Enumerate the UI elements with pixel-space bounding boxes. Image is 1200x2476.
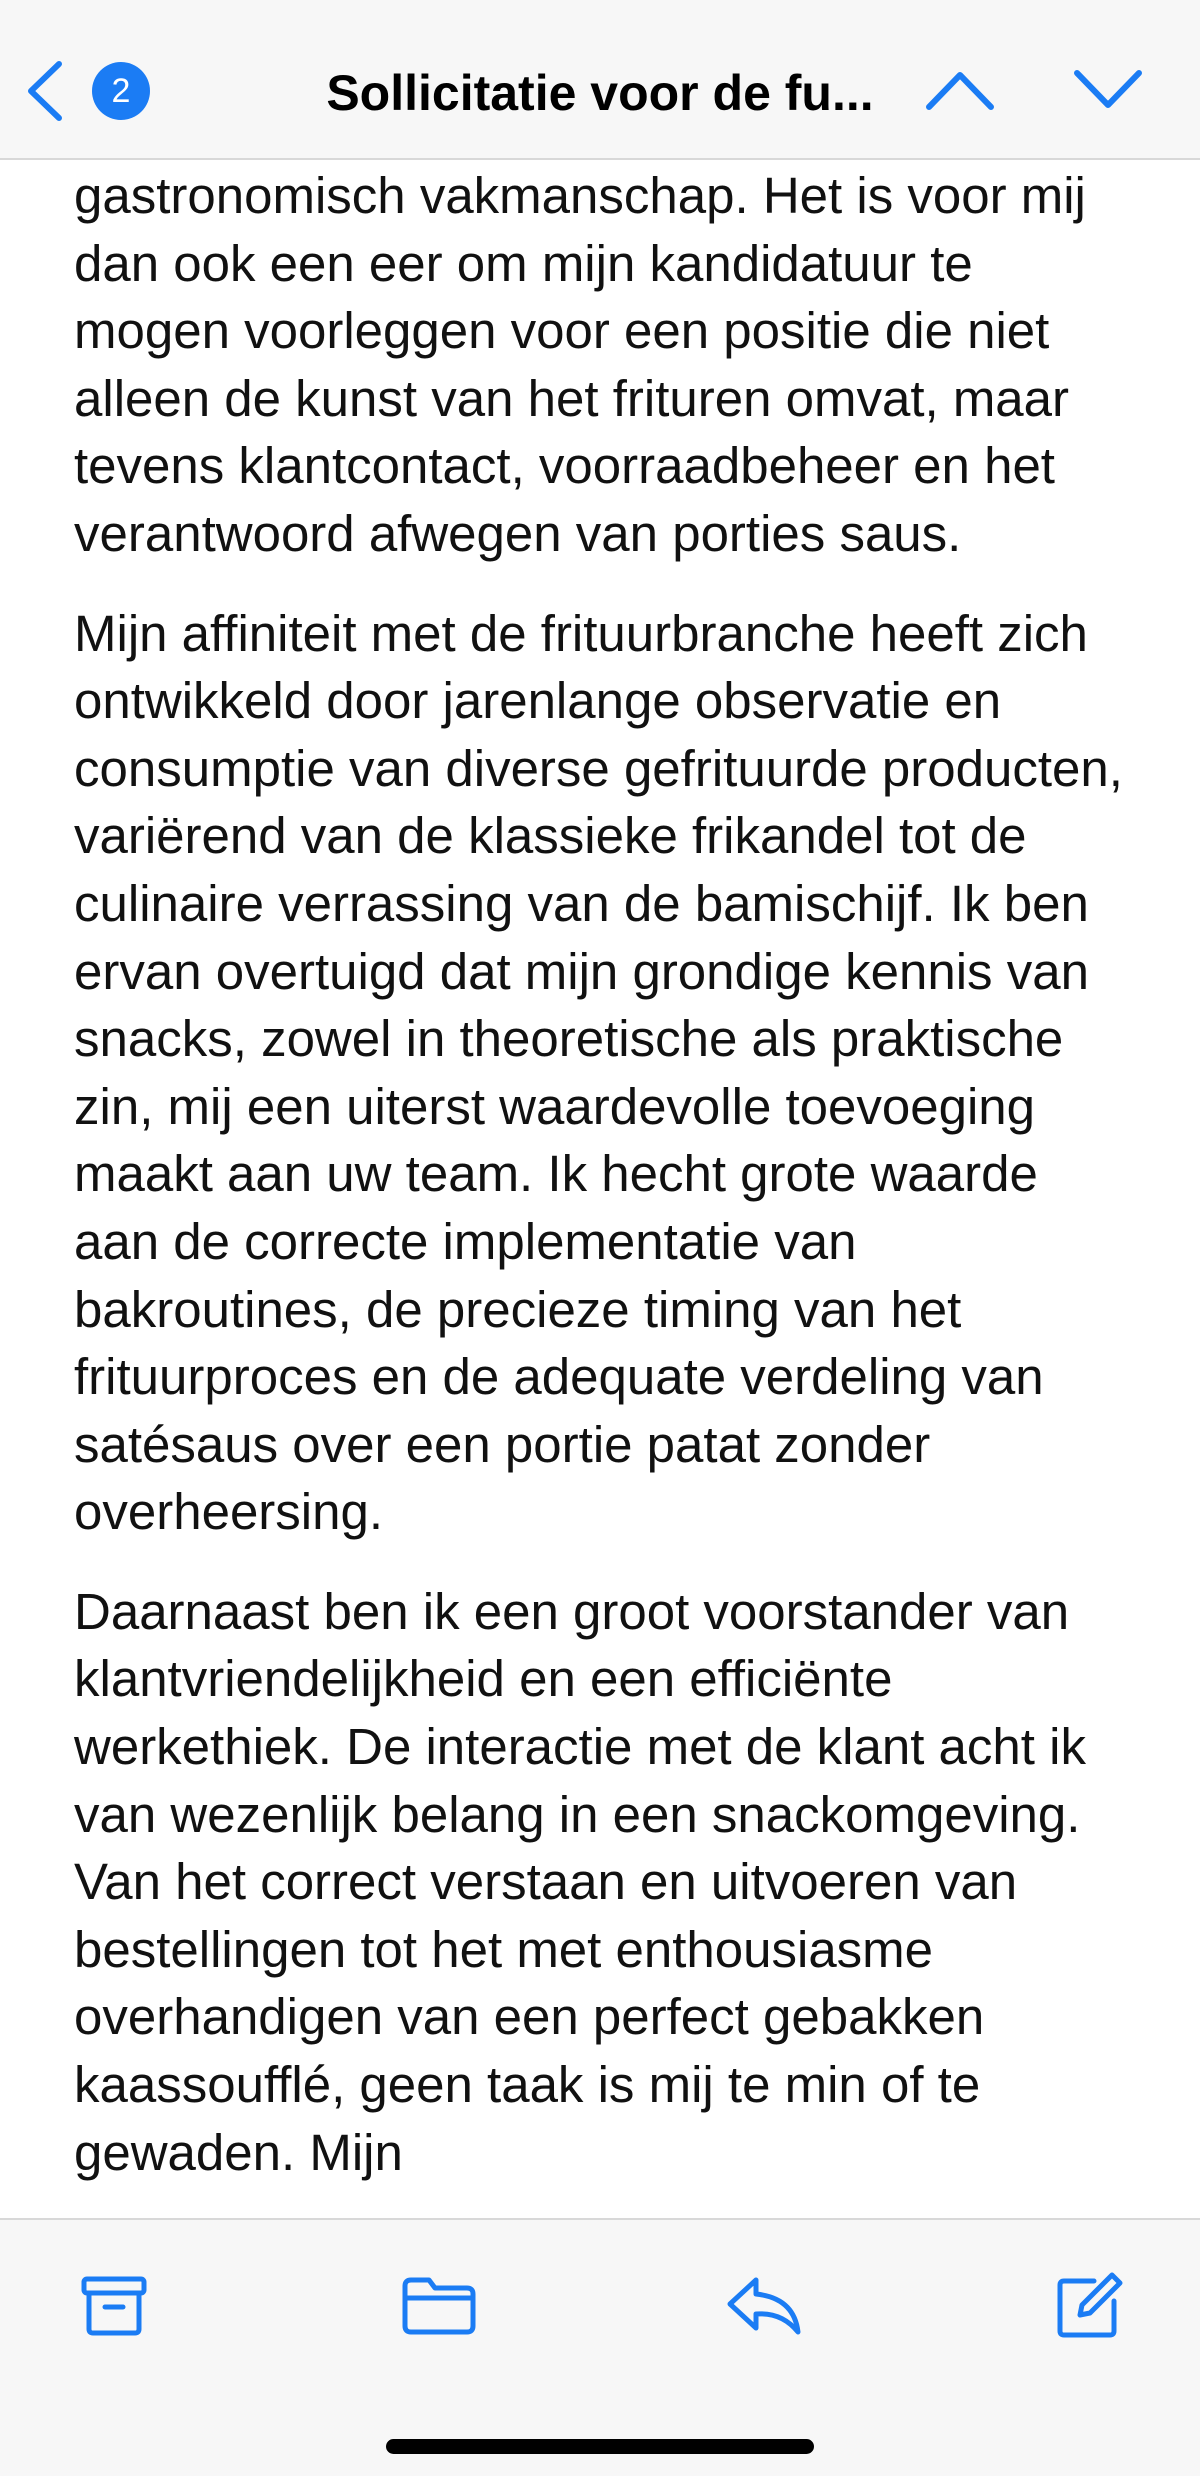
compose-button[interactable] [1049, 2266, 1129, 2346]
previous-message-button[interactable] [920, 60, 1000, 120]
message-paragraph: Daarnaast ben ik een groot voorstander van klantvriendelijkheid en een efficiënte werkethiek. De interactie met de klant acht ik van wezenlijk belang in een snackomgeving. Van het correct verstaan en uitvoeren van bestellingen tot het met enthousiasme overhandigen van een perfect gebakken kaassoufflé, geen taak is mij te min of te gewaden. Mijn [74, 1582, 1086, 2181]
bottom-toolbar [0, 2218, 1200, 2476]
move-to-folder-button[interactable] [399, 2266, 479, 2346]
message-body[interactable] [0, 162, 1200, 2218]
chevron-up-icon [925, 69, 995, 111]
reply-button[interactable] [724, 2266, 804, 2346]
message-text [74, 162, 1134, 2186]
next-message-button[interactable] [1068, 60, 1148, 120]
message-header [0, 0, 1200, 160]
unread-count-badge: 2 [92, 62, 150, 120]
message-paragraph: gastronomisch vakmanschap. Het is voor mij dan ook een eer om mijn kandidatuur te mogen voorleggen voor een positie die niet alleen de kunst van het frituren omvat, maar tevens klantcontact, voorraadbeheer en het verantwoord afwegen van porties saus. [74, 167, 1086, 562]
chevron-down-icon [1073, 69, 1143, 111]
message-paragraph: Mijn affiniteit met de frituurbranche heeft zich ontwikkeld door jarenlange observatie en consumptie van diverse gefrituurde producten, variërend van de klassieke frikandel tot de culinaire verrassing van de bamischijf. Ik ben ervan overtuigd dat mijn grondige kennis van snacks, zowel in theoretische als praktische zin, mij een uiterst waardevolle toevoeging maakt aan uw team. Ik hecht grote waarde aan de correcte implementatie van bakroutines, de precieze timing van het frituurproces en de adequate verdeling van satésaus over een portie patat zonder overheersing. [74, 604, 1123, 1541]
message-subject-title: Sollicitatie voor de fu... [326, 65, 874, 121]
reply-icon [726, 2274, 802, 2338]
archive-button[interactable] [74, 2266, 154, 2346]
folder-icon [401, 2276, 477, 2336]
home-indicator[interactable] [386, 2439, 814, 2454]
archive-icon [81, 2275, 147, 2337]
compose-icon [1054, 2271, 1124, 2341]
back-button[interactable] [20, 56, 70, 126]
chevron-left-icon [25, 60, 65, 122]
